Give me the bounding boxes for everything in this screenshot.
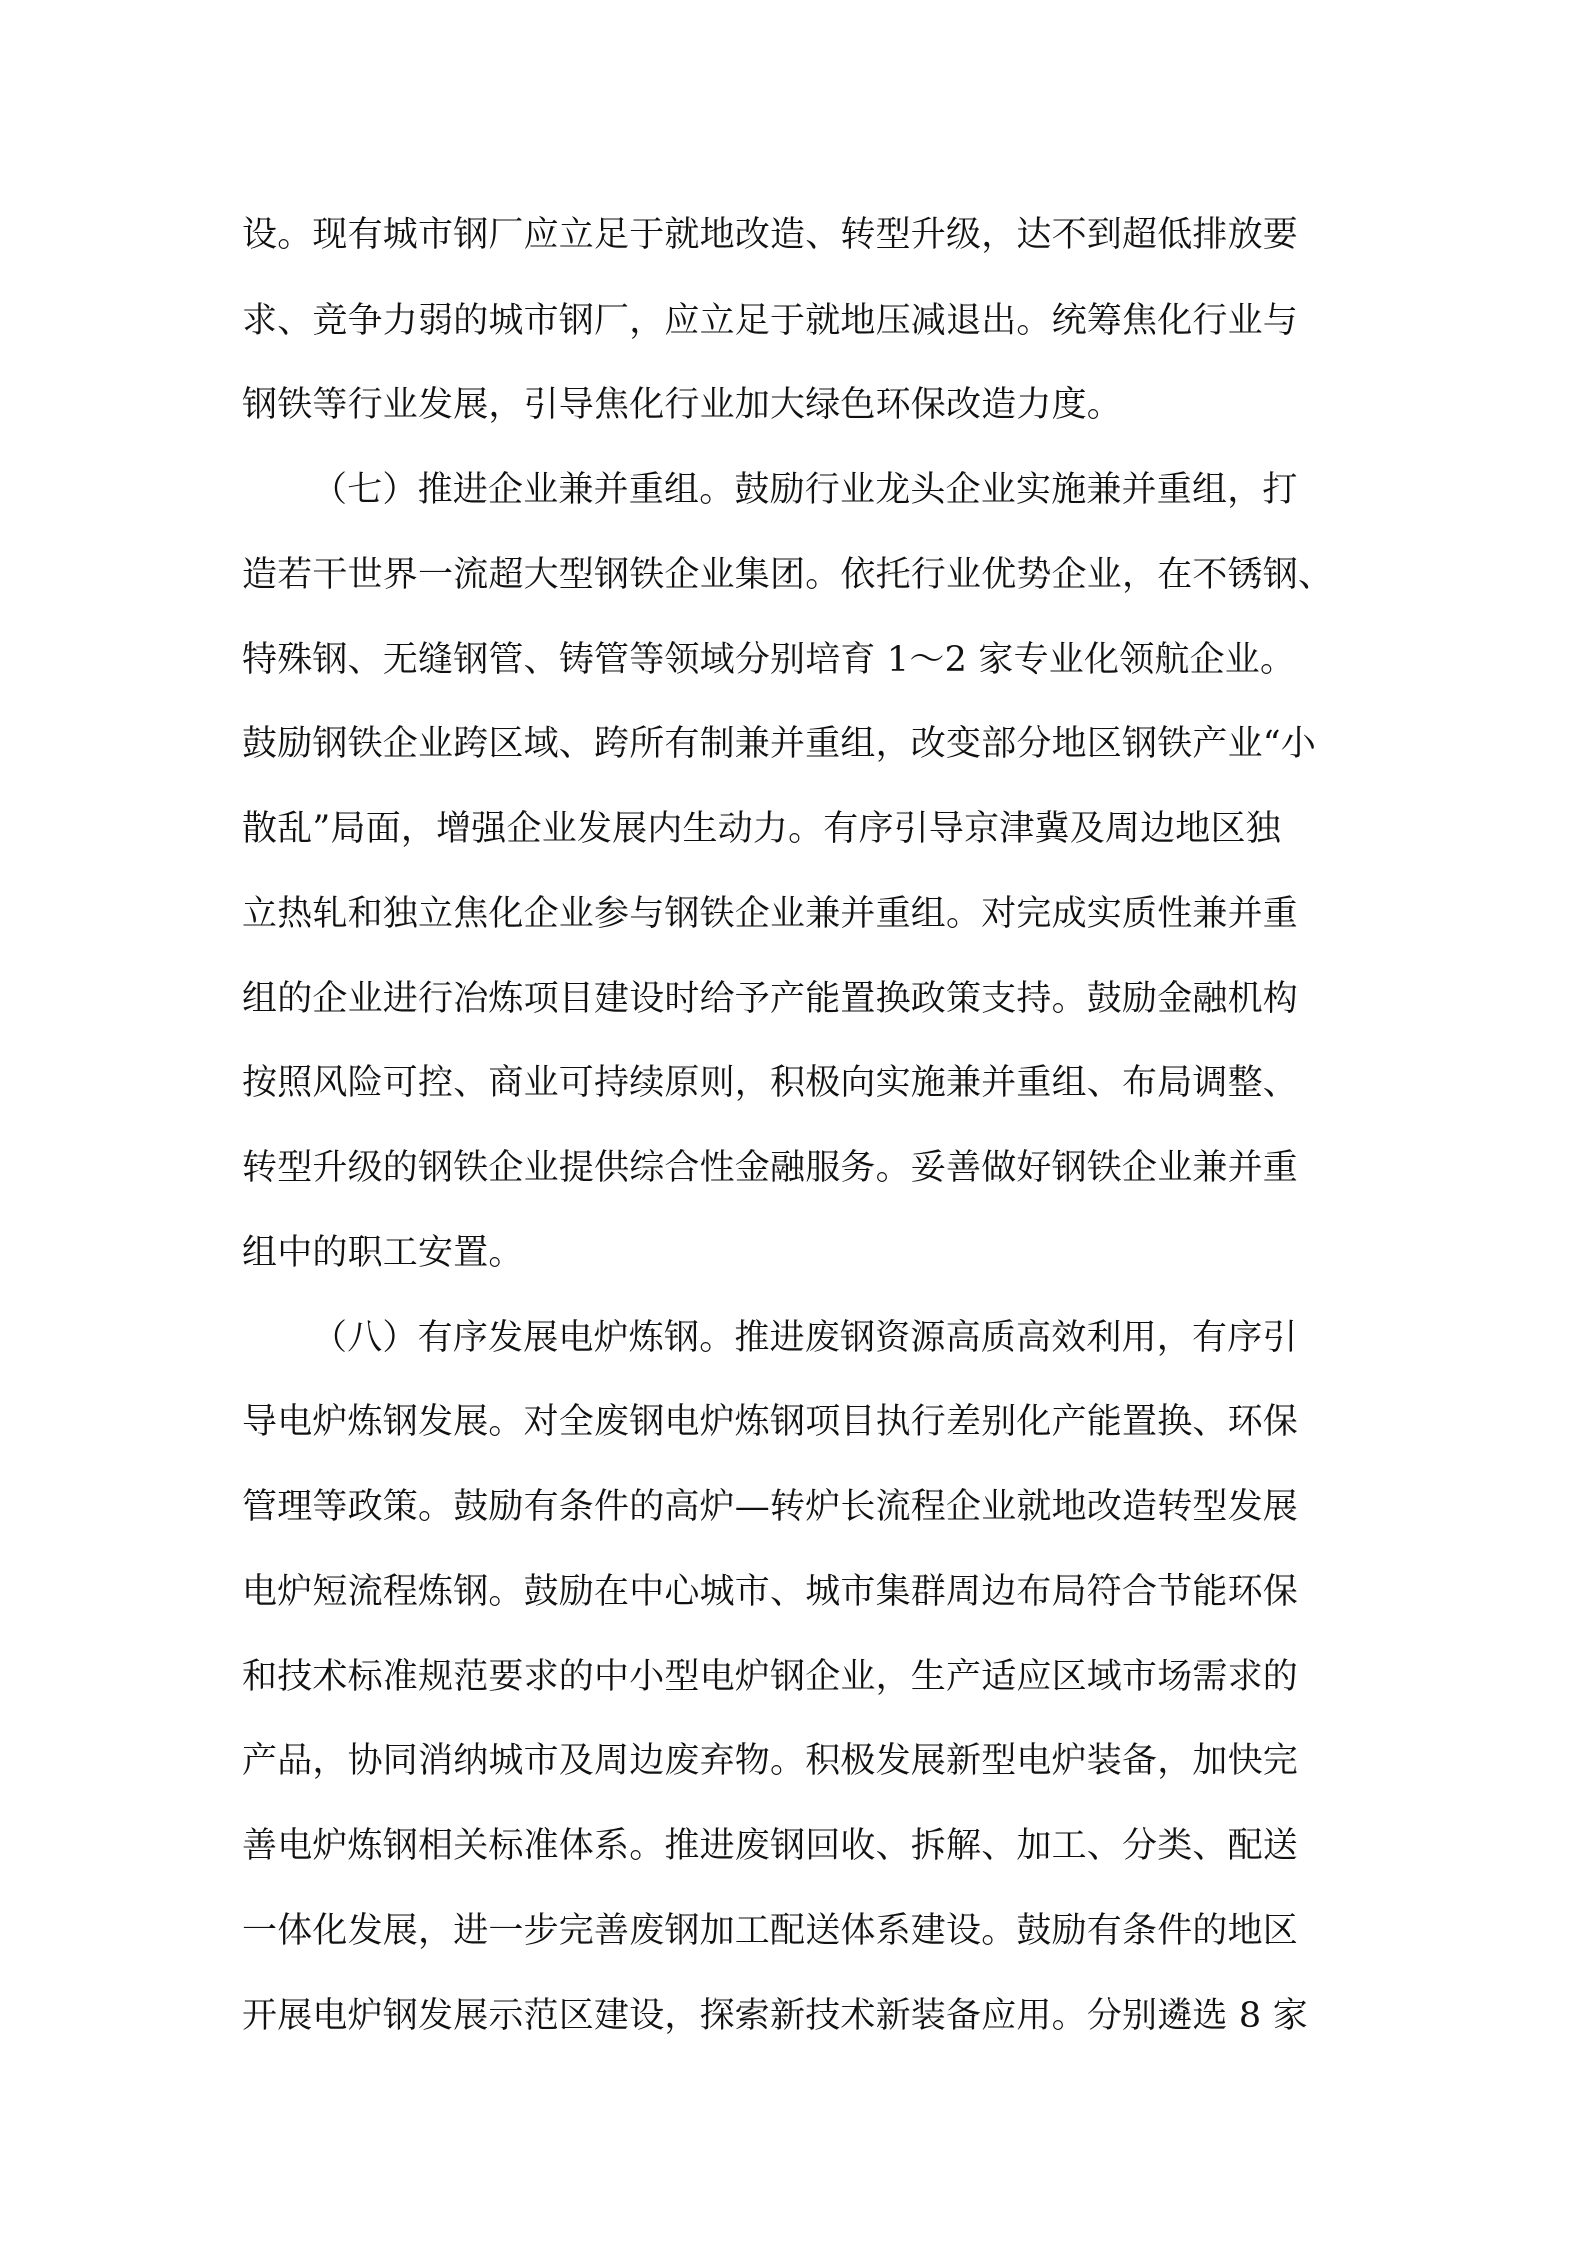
text-line: 鼓励钢铁企业跨区域、跨所有制兼并重组，改变部分地区钢铁产业“小 [242, 724, 1317, 764]
text-line: 产品，协同消纳城市及周边废弃物。积极发展新型电炉装备，加快完 [242, 1741, 1299, 1781]
text-line: 管理等政策。鼓励有条件的高炉—转炉长流程企业就地改造转型发展 [242, 1487, 1299, 1527]
text-line: 电炉短流程炼钢。鼓励在中心城市、城市集群周边布局符合节能环保 [242, 1572, 1299, 1612]
text-line: 转型升级的钢铁企业提供综合性金融服务。妥善做好钢铁企业兼并重 [242, 1148, 1299, 1188]
text-line: 钢铁等行业发展，引导焦化行业加大绿色环保改造力度。 [242, 385, 1123, 425]
text-line: 导电炉炼钢发展。对全废钢电炉炼钢项目执行差别化产能置换、环保 [242, 1402, 1299, 1442]
text-line: 特殊钢、无缝钢管、铸管等领域分别培育 1～2 家专业化领航企业。 [242, 640, 1296, 680]
text-line: 按照风险可控、商业可持续原则，积极向实施兼并重组、布局调整、 [242, 1063, 1299, 1103]
text-line: 和技术标准规范要求的中小型电炉钢企业，生产适应区域市场需求的 [242, 1657, 1299, 1697]
text-line: 求、竞争力弱的城市钢厂，应立足于就地压减退出。统筹焦化行业与 [242, 301, 1299, 341]
text-line: 善电炉炼钢相关标准体系。推进废钢回收、拆解、加工、分类、配送 [242, 1826, 1299, 1866]
text-line: 设。现有城市钢厂应立足于就地改造、转型升级，达不到超低排放要 [242, 215, 1299, 255]
text-line: 造若干世界一流超大型钢铁企业集团。依托行业优势企业，在不锈钢、 [242, 555, 1334, 595]
text-line: 立热轧和独立焦化企业参与钢铁企业兼并重组。对完成实质性兼并重 [242, 894, 1299, 934]
text-line: 开展电炉钢发展示范区建设，探索新技术新装备应用。分别遴选 8 家 [242, 1996, 1308, 2036]
text-line: 组中的职工安置。 [242, 1233, 524, 1273]
text-line: 组的企业进行冶炼项目建设时给予产能置换政策支持。鼓励金融机构 [242, 979, 1299, 1019]
text-line: 一体化发展，进一步完善废钢加工配送体系建设。鼓励有条件的地区 [242, 1911, 1299, 1951]
paragraph-heading-line: （七）推进企业兼并重组。鼓励行业龙头企业实施兼并重组，打 [312, 470, 1298, 510]
paragraph-heading-line: （八）有序发展电炉炼钢。推进废钢资源高质高效利用，有序引 [312, 1318, 1298, 1358]
text-line: 散乱”局面，增强企业发展内生动力。有序引导京津冀及周边地区独 [242, 809, 1281, 849]
